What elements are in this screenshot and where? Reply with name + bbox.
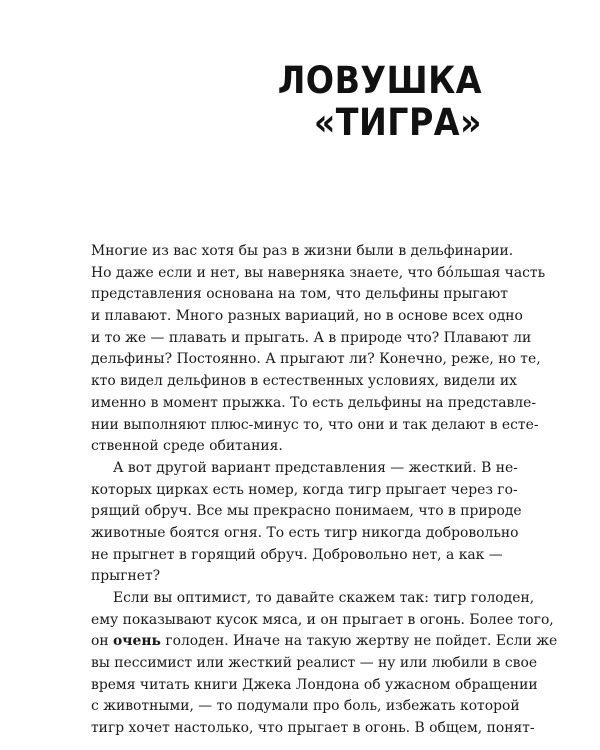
text-segment: голоден. Иначе на такую жертву не пойдет. Если же bbox=[160, 633, 558, 650]
chapter-title-line-1: ЛОВУШКА bbox=[277, 59, 482, 102]
text-line: ему показывают кусок мяса, и он прыгает в огонь. Более того, bbox=[91, 611, 554, 628]
text-line: Многие из вас хотя бы раз в жизни были в дельфинарии. bbox=[91, 243, 514, 259]
text-line: Если вы оптимист, то давайте скажем так: тигр голоден, bbox=[113, 590, 535, 606]
text-line: тигр хочет настолько, что прыгает в огонь. В общем, понят- bbox=[91, 720, 535, 737]
text-line: животные боятся огня. То есть тигр никогда добровольно bbox=[91, 524, 519, 541]
text-segment: он bbox=[91, 633, 114, 650]
text-line: нии выполняют плюс-минус то, что они и так делают в есте- bbox=[91, 416, 539, 433]
text-line: А вот другой вариант представления — жесткий. В не- bbox=[113, 459, 518, 476]
text-line: кто видел дельфинов в естественных условиях, видели их bbox=[91, 373, 517, 390]
text-line-with-emphasis bbox=[91, 631, 558, 653]
text-line: дельфины? Постоянно. А прыгают ли? Конечно, реже, но те, bbox=[91, 351, 541, 368]
text-line: время читать книги Джека Лондона об ужасном обращении bbox=[91, 676, 538, 693]
text-line: которых цирках есть номер, когда тигр прыгает через го- bbox=[91, 481, 518, 498]
text-line: вы пессимист или жесткий реалист — ну или любили в свое bbox=[91, 655, 538, 672]
text-line: и плавают. Много разных вариаций, но в основе всех одно bbox=[91, 308, 523, 325]
text-line: Но даже если и нет, вы наверняка знаете, что бóльшая часть bbox=[91, 264, 546, 281]
emphasis-word: очень bbox=[113, 633, 161, 650]
text-line: представления основана на том, что дельфины прыгают bbox=[91, 286, 508, 303]
text-line: прыгнет? bbox=[91, 568, 161, 585]
text-line: с животными, — то подумали про боль, избежать которой bbox=[91, 698, 520, 715]
chapter-title-line-2: «ТИГРА» bbox=[313, 101, 482, 144]
text-line: не прыгнет в горящий обруч. Добровольно нет, а как — bbox=[91, 546, 503, 563]
text-line: ственной среде обитания. bbox=[91, 438, 283, 455]
body-text bbox=[91, 241, 558, 740]
text-line: именно в момент прыжка. То есть дельфины на представле- bbox=[91, 394, 537, 411]
chapter-title bbox=[278, 60, 482, 144]
text-line: и то же — плавать и прыгать. А в природе что? Плавают ли bbox=[91, 329, 532, 346]
text-line: рящий обруч. Все мы прекрасно понимаем, что в природе bbox=[91, 503, 522, 520]
